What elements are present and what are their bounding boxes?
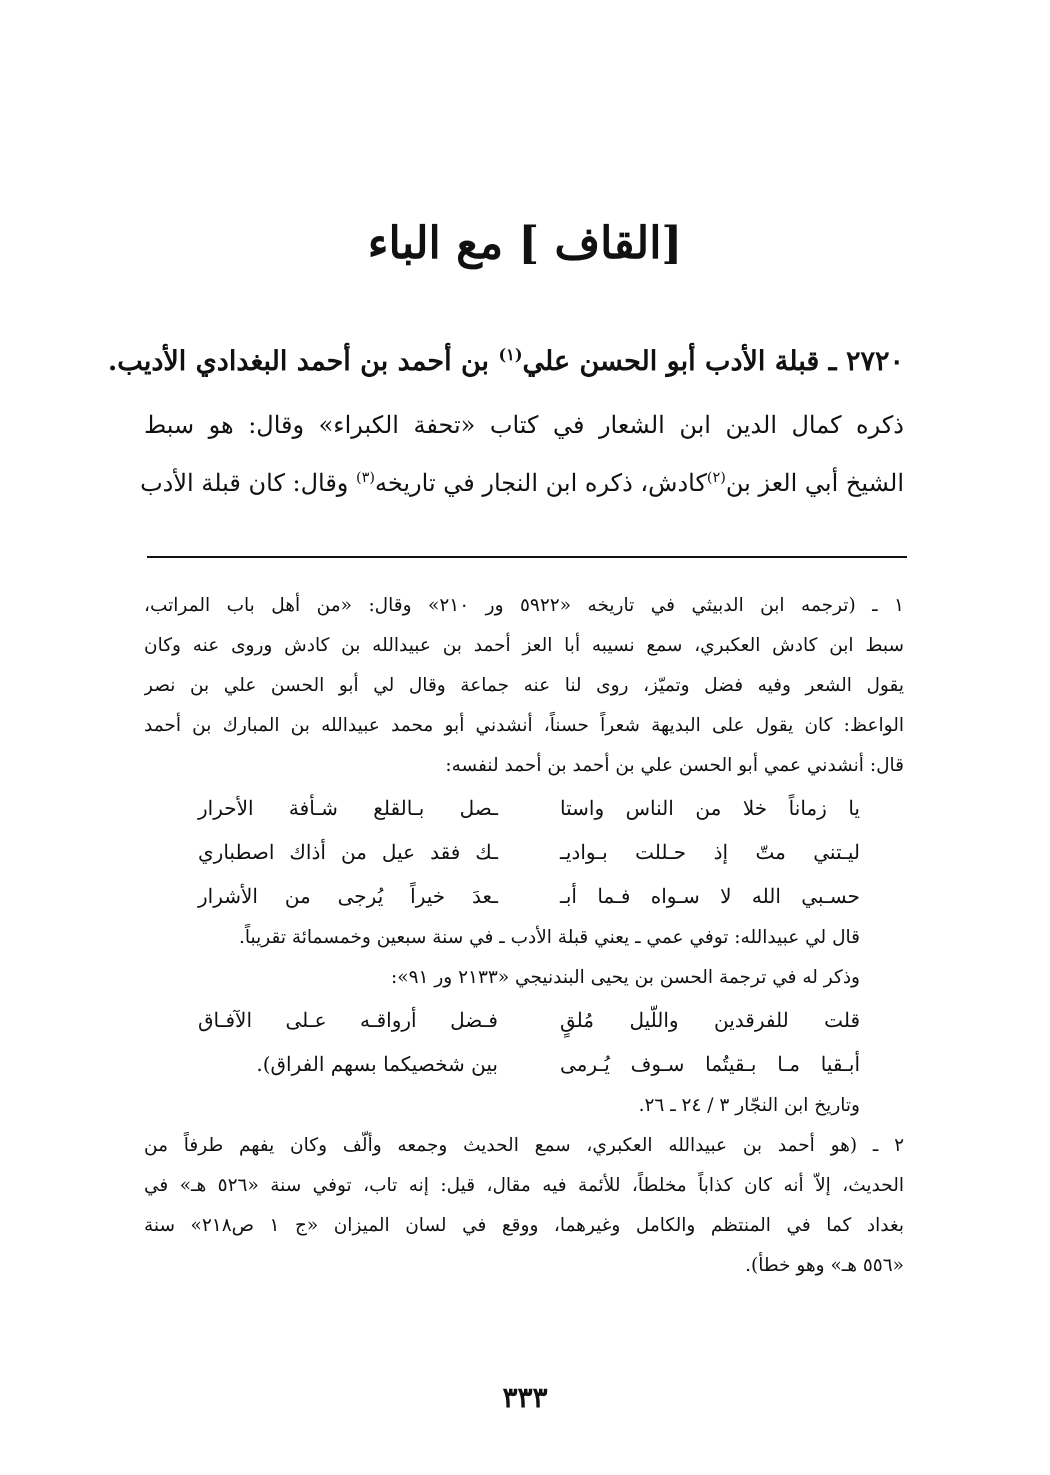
section-heading: [القاف ] مع الباء (367, 218, 683, 269)
verse-line (144, 998, 904, 1042)
footnote-line: الواعظ: كان يقول على البديهة شعراً حسناً، أنشدني أبو محمد عبيدالله بن المبارك بن أحمد (144, 715, 904, 736)
body-text-segment: وقال: كان قبلة الأدب (140, 469, 357, 497)
verse-first-hemistich: أبـقيا مـا بـقيتُما سـوف يُـرمى (560, 1052, 860, 1076)
footnotes (144, 586, 904, 1286)
footnote-line: «٥٥٦ هـ» وهو خطأ). (745, 1255, 904, 1276)
body-text-segment: الشيخ أبي العز بن (725, 469, 904, 497)
entry-title (107, 340, 904, 384)
footnote-ref-2: (٢) (706, 470, 726, 486)
footnote-line: سبط ابن كادش العكبري، سمع نسيبه أبا العز أحمد بن عبيدالله بن كادش وروى عنه وكان (144, 635, 904, 656)
footnote-separator (147, 556, 907, 558)
body-line: ذكره كمال الدين ابن الشعار في كتاب «تحفة الكبراء» وقال: هو سبط (144, 411, 904, 439)
verse-second-hemistich: فـضل أرواقـه عـلى الآفـاق (198, 1008, 498, 1032)
verse-second-hemistich: ـعدَ خيراً يُرجى من الأشرار (198, 884, 498, 908)
footnote-line: يقول الشعر وفيه فضل وتميّز، روى لنا عنه جماعة وقال لي أبو الحسن علي بن نصر (144, 675, 904, 696)
verse-line (144, 874, 904, 918)
verse-line (144, 830, 904, 874)
page-number: ٣٣٣ (502, 1381, 548, 1414)
footnote-line: قال لي عبيدالله: توفي عمي ـ يعني قبلة الأدب ـ في سنة سبعين وخمسمائة تقريباً. (239, 927, 860, 948)
body-text-segment: كادش، ذكره ابن النجار في تاريخه (375, 469, 707, 497)
verse-first-hemistich: حسـبي الله لا سـواه فـما أبـ (560, 884, 860, 908)
entry-title-text-2: بن أحمد بن أحمد البغدادي الأديب. (107, 346, 499, 377)
footnote-line: ٢ ـ (هو أحمد بن عبيدالله العكبري، سمع الحديث وجمعه وألّف وكان يفهم طرفاً من (144, 1135, 904, 1156)
verse-first-hemistich: يا زماناً خلا من الناس واستا (560, 796, 860, 820)
verse-second-hemistich: ـصل بـالقلع شـأفة الأحرار (198, 796, 498, 820)
verse-first-hemistich: قلت للفرقدين واللّيل مُلقٍ (560, 1008, 860, 1032)
entry-number: ٢٧٢٠ (845, 346, 904, 377)
body-line (140, 454, 904, 512)
footnote-line: ١ ـ (ترجمه ابن الدبيثي في تاريخه «٥٩٢٢ ور ٢١٠» وقال: «من أهل باب المراتب، (144, 595, 904, 616)
footnote-line: بغداد كما في المنتظم والكامل وغيرهما، ووقع في لسان الميزان «ج ١ ص٢١٨» سنة (144, 1215, 904, 1236)
footnote-line: الحديث، إلاّ أنه كان كذاباً مخلطاً، للأئمة فيه مقال، قيل: إنه تاب، توفي سنة «٥٢٦ هـ» في (144, 1175, 904, 1196)
footnote-line: وتاريخ ابن النجّار ٣ / ٢٤ ـ ٢٦. (638, 1095, 860, 1116)
footnote-ref-1: (١) (498, 345, 523, 364)
verse-line (144, 786, 904, 830)
entry-title-text: ـ قبلة الأدب أبو الحسن علي (522, 346, 837, 377)
verse-line (144, 1042, 904, 1086)
verse-second-hemistich: ـك فقد عيل من أذاك اصطباري (198, 840, 498, 864)
body-text (140, 396, 904, 512)
footnote-line: قال: أنشدني عمي أبو الحسن علي بن أحمد بن أحمد لنفسه: (445, 755, 904, 776)
verse-second-hemistich: بين شخصيكما بسهم الفراق). (256, 1052, 498, 1076)
footnote-ref-3: (٣) (356, 470, 376, 486)
footnote-line: وذكر له في ترجمة الحسن بن يحيى البندنيجي «٢١٣٣ ور ٩١»: (391, 967, 860, 988)
verse-first-hemistich: ليـتني متّ إذ حـللت بـواديـ (560, 840, 860, 864)
